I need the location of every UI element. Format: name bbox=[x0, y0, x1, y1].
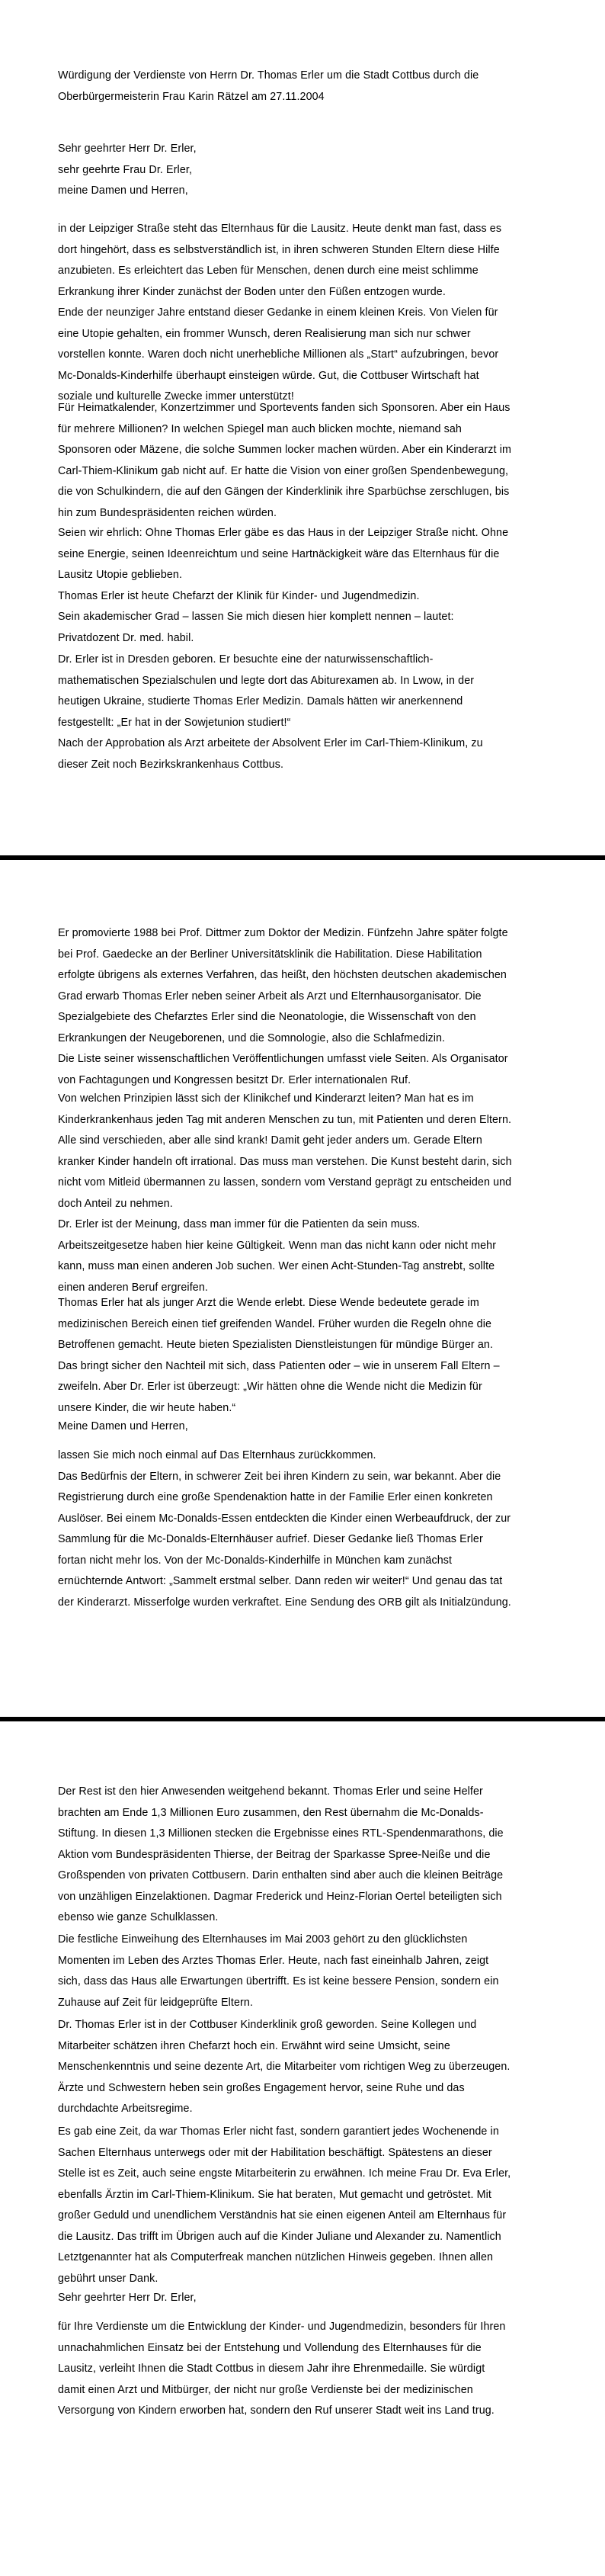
paragraph bbox=[58, 219, 595, 408]
text-line: Letztgenannter hat als Computerfreak manchen nützlichen Hinweis gegeben. Ihnen allen bbox=[58, 2251, 494, 2263]
text-line: nicht vom Mitleid übermannen zu lassen, sondern vom Verstand geprägt zu entscheiden und bbox=[58, 1176, 512, 1189]
text-line: Meine Damen und Herren, bbox=[58, 1420, 188, 1432]
paragraph bbox=[58, 2122, 595, 2289]
paragraph bbox=[58, 923, 595, 1091]
text-line: gebührt unser Dank. bbox=[58, 2272, 158, 2285]
text-line: damit einen Arzt und Mitbürger, der nicht nur große Verdienste bei der medizinischen bbox=[58, 2383, 473, 2396]
text-line: Registrierung durch eine große Spendenaktion hatte in der Familie Erler einen konkreten bbox=[58, 1491, 493, 1503]
text-line: die Lausitz. Das trifft im Übrigen auch auf die Kinder Juliane und Alexander zu. Namentlich bbox=[58, 2230, 501, 2243]
text-line: Von welchen Prinzipien lässt sich der Klinikchef und Kinderarzt leiten? Man hat es im bbox=[58, 1092, 474, 1105]
paragraph bbox=[58, 650, 595, 775]
text-line: einen anderen Beruf ergreifen. bbox=[58, 1281, 208, 1294]
text-line: Privatdozent Dr. med. habil. bbox=[58, 631, 194, 644]
text-line: Kinderkrankenhaus jeden Tag mit anderen Menschen zu tun, mit Patienten und deren Eltern. bbox=[58, 1113, 512, 1126]
text-line: Mitarbeiter schätzen ihren Chefarzt hoch ein. Erwähnt wird seine Umsicht, seine bbox=[58, 2039, 450, 2052]
text-line: unnachahmlichen Einsatz bei der Entstehung und Vollendung des Elternhauses für die bbox=[58, 2341, 482, 2354]
text-line: Thomas Erler hat als junger Arzt die Wende erlebt. Diese Wende bedeutete gerade im bbox=[58, 1297, 479, 1309]
text-line: Ende der neunziger Jahre entstand dieser Gedanke in einem kleinen Kreis. Von Vielen für bbox=[58, 306, 498, 319]
text-line: Zuhause auf Zeit für leidgeprüfte Eltern. bbox=[58, 1996, 254, 2009]
paragraph bbox=[58, 1782, 595, 1929]
text-line: Erkrankung ihrer Kinder zunächst der Boden unter den Füßen entzogen wurde. bbox=[58, 285, 446, 298]
text-line: Menschenkenntnis und seine dezente Art, die Mitarbeiter vom richtigen Weg zu überzeugen. bbox=[58, 2061, 511, 2073]
text-line: Für Heimatkalender, Konzertzimmer und Sportevents fanden sich Sponsoren. Aber ein Haus bbox=[58, 402, 511, 414]
text-line: sehr geehrte Frau Dr. Erler, bbox=[58, 163, 193, 176]
page-separator bbox=[0, 1717, 605, 1721]
text-line: Auslöser. Bei einem Mc-Donalds-Essen entdeckten die Kinder einen Werbeaufdruck, der zur bbox=[58, 1512, 511, 1525]
text-line: Lausitz Utopie geblieben. bbox=[58, 569, 183, 581]
text-line: bei Prof. Gaedecke an der Berliner Universitätsklinik die Habilitation. Diese Habilitation bbox=[58, 948, 482, 961]
text-line: Spezialgebiete des Chefarztes Erler sind die Neonatologie, die Wissenschaft von den bbox=[58, 1011, 476, 1023]
paragraph bbox=[58, 1293, 595, 1419]
text-line: doch Anteil zu nehmen. bbox=[58, 1197, 173, 1210]
text-line: Es gab eine Zeit, da war Thomas Erler nicht fast, sondern garantiert jedes Wochenende in bbox=[58, 2125, 499, 2138]
text-line: Dr. Erler ist der Meinung, dass man immer für die Patienten da sein muss. bbox=[58, 1218, 421, 1230]
text-line: für Ihre Verdienste um die Entwicklung der Kinder- und Jugendmedizin, besonders für Ihren bbox=[58, 2321, 506, 2333]
paragraph bbox=[58, 1416, 595, 1438]
text-line: unsere Kinder, die wir heute haben.“ bbox=[58, 1401, 236, 1414]
paragraph bbox=[58, 398, 595, 524]
text-line: soziale und kulturelle Zwecke immer unterstützt! bbox=[58, 390, 294, 403]
text-line: lassen Sie mich noch einmal auf Das Elternhaus zurückkommen. bbox=[58, 1449, 376, 1461]
text-line: seine Energie, seinen Ideenreichtum und seine Hartnäckigkeit wäre das Elternhaus für die bbox=[58, 547, 500, 560]
paragraph bbox=[58, 139, 595, 202]
text-line: kranker Kinder handeln oft irrational. Das muss man verstehen. Die Kunst besteht darin, sich bbox=[58, 1155, 512, 1168]
text-line: festgestellt: „Er hat in der Sowjetunion studiert!“ bbox=[58, 716, 291, 729]
text-line: Versorgung von Kindern erworben hat, sondern den Ruf unserer Stadt weit ins Land trug. bbox=[58, 2404, 495, 2417]
text-line: Sammlung für die Mc-Donalds-Elternhäuser aufrief. Dieser Gedanke ließ Thomas Erler bbox=[58, 1533, 483, 1545]
text-line: medizinischen Bereich einen tief greifenden Wandel. Früher wurden die Regeln ohne die bbox=[58, 1317, 492, 1330]
text-line: erfolgte übrigens als externes Verfahren, das heißt, den höchsten deutschen akademischen bbox=[58, 969, 507, 981]
text-line: Die Liste seiner wissenschaftlichen Veröffentlichungen umfasst viele Seiten. Als Organisator bbox=[58, 1053, 508, 1065]
text-line: Ärzte und Schwestern heben sein großes Engagement hervor, seine Ruhe und das bbox=[58, 2081, 465, 2094]
text-line: hin zum Bundespräsidenten reichen würden. bbox=[58, 506, 277, 519]
text-line: Arbeitszeitgesetze haben hier keine Gültigkeit. Wenn man das nicht kann oder nicht mehr bbox=[58, 1239, 497, 1252]
text-line: ebenfalls Ärztin im Carl-Thiem-Klinikum. Sie hat beraten, Mut gemacht und getröstet. Mit bbox=[58, 2188, 491, 2201]
text-line: Seien wir ehrlich: Ohne Thomas Erler gäbe es das Haus in der Leipziger Straße nicht. Ohne bbox=[58, 527, 509, 539]
paragraph bbox=[58, 2317, 595, 2422]
text-line: brachten am Ende 1,3 Millionen Euro zusammen, den Rest übernahm die Mc-Donalds- bbox=[58, 1806, 484, 1819]
text-line: die von Schulkindern, die auf den Gängen der Kinderklinik ihre Sparbüchse zerschlugen, bis bbox=[58, 486, 510, 498]
text-line: Der Rest ist den hier Anwesenden weitgehend bekannt. Thomas Erler und seine Helfer bbox=[58, 1785, 483, 1798]
text-line: Betroffenen gemacht. Heute bieten Spezialisten Dienstleistungen für mündige Bürger an. bbox=[58, 1339, 494, 1351]
text-line: ernüchternde Antwort: „Sammelt erstmal selber. Dann reden wir weiter!“ Und genau das tat bbox=[58, 1575, 503, 1587]
text-line: Aktion vom Bundespräsidenten Thierse, der Beitrag der Sparkasse Spree-Neiße und die bbox=[58, 1848, 491, 1861]
text-line: Das Bedürfnis der Eltern, in schwerer Zeit bei ihren Kindern zu sein, war bekannt. Aber die bbox=[58, 1470, 501, 1483]
text-line: Erkrankungen der Neugeborenen, und die Somnologie, also die Schlafmedizin. bbox=[58, 1031, 446, 1044]
paragraph bbox=[58, 2015, 595, 2120]
text-line: Alle sind verschieden, aber alle sind krank! Damit geht jeder anders um. Gerade Eltern bbox=[58, 1134, 482, 1147]
text-line: Dr. Erler ist in Dresden geboren. Er besuchte eine der naturwissenschaftlich- bbox=[58, 653, 434, 666]
text-line: zweifeln. Aber Dr. Erler ist überzeugt: „Wir hätten ohne die Wende nicht die Medizin für bbox=[58, 1381, 482, 1393]
text-line: Würdigung der Verdienste von Herrn Dr. Thomas Erler um die Stadt Cottbus durch die bbox=[58, 69, 479, 82]
paragraph bbox=[58, 1930, 595, 2013]
text-line: mathematischen Spezialschulen und legte dort das Abiturexamen ab. In Lwow, in der bbox=[58, 674, 475, 687]
page-separator bbox=[0, 855, 605, 860]
text-line: Momenten im Leben des Arztes Thomas Erler. Heute, nach fast eineinhalb Jahren, zeigt bbox=[58, 1954, 489, 1967]
text-line: von Fachtagungen und Kongressen besitzt Dr. Erler internationalen Ruf. bbox=[58, 1073, 411, 1086]
text-line: dieser Zeit noch Bezirkskrankenhaus Cottbus. bbox=[58, 758, 284, 771]
text-line: eine Utopie gehalten, ein frommer Wunsch, deren Realisierung man sich nur schwer bbox=[58, 327, 471, 340]
text-line: Thomas Erler ist heute Chefarzt der Klinik für Kinder- und Jugendmedizin. bbox=[58, 589, 420, 602]
text-line: kann, muss man einen anderen Job suchen. Wer einen Acht-Stunden-Tag anstrebt, sollte bbox=[58, 1260, 495, 1272]
paragraph bbox=[58, 523, 595, 649]
text-line: anzubieten. Es erleichtert das Leben für Menschen, denen durch eine meist schlimme bbox=[58, 265, 479, 277]
text-line: meine Damen und Herren, bbox=[58, 184, 188, 197]
text-line: ebenso wie ganze Schulklassen. bbox=[58, 1911, 219, 1923]
text-line: Oberbürgermeisterin Frau Karin Rätzel am 27.11.2004 bbox=[58, 90, 325, 103]
text-line: Stelle ist es Zeit, auch seine engste Mitarbeiterin zu erwähnen. Ich meine Frau Dr. Eva Erler, bbox=[58, 2167, 511, 2180]
document-title bbox=[58, 66, 595, 107]
paragraph bbox=[58, 2288, 595, 2309]
text-line: Stiftung. In diesen 1,3 Millionen stecken die Ergebnisse eines RTL-Spendenmarathons, die bbox=[58, 1827, 504, 1840]
text-line: dort hingehört, dass es selbstverständlich ist, in ihren schweren Stunden Eltern diese Hilfe bbox=[58, 243, 500, 256]
paragraph bbox=[58, 1089, 595, 1298]
text-line: Sachen Elternhaus unterwegs oder mit der Habilitation beschäftigt. Spätestens an dieser bbox=[58, 2146, 492, 2159]
text-line: durchdachte Arbeitsregime. bbox=[58, 2103, 193, 2115]
text-line: Sponsoren oder Mäzene, die solche Summen locker machen würden. Aber ein Kinderarzt im bbox=[58, 444, 511, 456]
text-line: Sein akademischer Grad – lassen Sie mich diesen hier komplett nennen – lautet: bbox=[58, 611, 454, 623]
text-line: Großspenden von privaten Cottbusern. Darin enthalten sind aber auch die kleinen Beiträge bbox=[58, 1869, 504, 1881]
text-line: großer Geduld und unendlichem Verständnis hat sie einen eigenen Anteil am Elternhaus für bbox=[58, 2209, 507, 2222]
text-line: Er promovierte 1988 bei Prof. Dittmer zum Doktor der Medizin. Fünfzehn Jahre später folgte bbox=[58, 927, 508, 939]
text-line: Carl-Thiem-Klinikum gab nicht auf. Er hatte die Vision von einer großen Spendenbewegung, bbox=[58, 464, 509, 477]
text-line: Dr. Thomas Erler ist in der Cottbuser Kinderklinik groß geworden. Seine Kollegen und bbox=[58, 2019, 477, 2031]
text-line: Sehr geehrter Herr Dr. Erler, bbox=[58, 143, 197, 155]
text-line: Lausitz, verleiht Ihnen die Stadt Cottbus in diesem Jahr ihre Ehrenmedaille. Sie würdigt bbox=[58, 2363, 485, 2375]
text-line: von unzähligen Einzelaktionen. Dagmar Frederick und Heinz-Florian Oertel beteiligten sich bbox=[58, 1890, 502, 1903]
text-line: Mc-Donalds-Kinderhilfe überhaupt einsteigen würde. Gut, die Cottbuser Wirtschaft hat bbox=[58, 369, 479, 382]
paragraph bbox=[58, 1445, 595, 1613]
text-line: der Kinderarzt. Misserfolge wurden verkraftet. Eine Sendung des ORB gilt als Initialzündung. bbox=[58, 1596, 511, 1609]
text-line: Sehr geehrter Herr Dr. Erler, bbox=[58, 2292, 197, 2304]
text-line: heutigen Ukraine, studierte Thomas Erler Medizin. Damals hätten wir anerkennend bbox=[58, 695, 463, 707]
text-line: in der Leipziger Straße steht das Elternhaus für die Lausitz. Heute denkt man fast, dass es bbox=[58, 223, 502, 235]
text-line: fortan nicht mehr los. Von der Mc-Donalds-Kinderhilfe in München kam zunächst bbox=[58, 1554, 453, 1567]
text-line: Grad erwarb Thomas Erler neben seiner Arbeit als Arzt und Elternhausorganisator. Die bbox=[58, 990, 482, 1002]
text-line: Das bringt sicher den Nachteil mit sich, dass Patienten oder – wie in unserem Fall Eltern – bbox=[58, 1359, 500, 1372]
text-line: vorstellen konnte. Waren doch nicht unerhebliche Millionen als „Start“ aufzubringen, bevor bbox=[58, 348, 499, 361]
text-line: Nach der Approbation als Arzt arbeitete der Absolvent Erler im Carl-Thiem-Klinikum, zu bbox=[58, 737, 483, 749]
text-line: für mehrere Millionen? In welchen Spiegel man auch blicken mochte, niemand sah bbox=[58, 422, 462, 435]
text-line: Die festliche Einweihung des Elternhauses im Mai 2003 gehört zu den glücklichsten bbox=[58, 1933, 468, 1946]
text-line: sich, dass das Haus alle Erwartungen übertrifft. Es ist keine bessere Pension, sondern ein bbox=[58, 1975, 499, 1987]
